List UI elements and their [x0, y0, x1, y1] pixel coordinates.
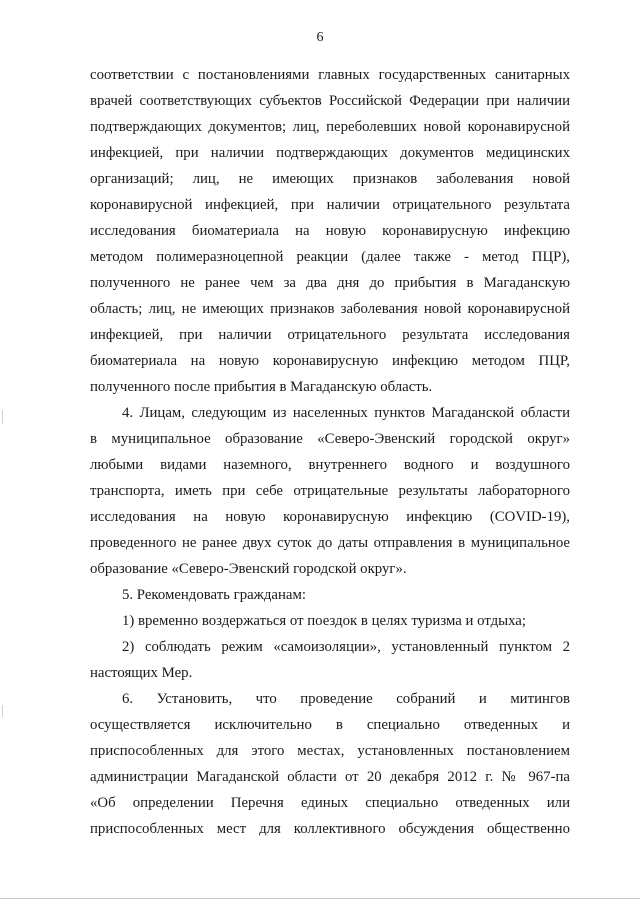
text-line: исследования на новую коронавирусную инфекцию (COVID-19),	[90, 509, 570, 525]
text-line: приспособленных мест для коллективного обсуждения общественно	[90, 821, 570, 837]
text-line: методом полимеразноцепной реакции (далее также - метод ПЦР),	[90, 249, 570, 265]
text-line: область; лиц, не имеющих признаков заболевания новой коронавирусной	[90, 301, 570, 317]
text-line: 2) соблюдать режим «самоизоляции», установленный пунктом 2	[122, 639, 570, 655]
text-line: в муниципальное образование «Северо-Эвенский городской округ»	[90, 431, 570, 447]
paragraph	[90, 62, 570, 400]
text-line: организаций; лиц, не имеющих признаков заболевания новой	[90, 171, 570, 187]
paragraph-item-5	[90, 582, 570, 608]
text-line: «Об определении Перечня единых специально отведенных или	[90, 795, 570, 811]
text-line: инфекцией, при наличии отрицательного результата исследования	[90, 327, 570, 343]
text-line: полученного не ранее чем за два дня до прибытия в Магаданскую	[90, 275, 570, 291]
paragraph-subitem-1	[90, 608, 570, 634]
paragraph-subitem-2	[90, 634, 570, 686]
text-line: коронавирусной инфекцией, при наличии отрицательного результата	[90, 197, 570, 213]
text-line: 6. Установить, что проведение собраний и митингов	[122, 691, 570, 707]
text-line: осуществляется исключительно в специально отведенных и	[90, 717, 570, 733]
text-line: 5. Рекомендовать гражданам:	[122, 587, 306, 603]
scan-artifact	[2, 410, 3, 424]
text-line: врачей соответствующих субъектов Российской Федерации при наличии	[90, 93, 570, 109]
paragraph-item-4	[90, 400, 570, 582]
text-line: 1) временно воздержаться от поездок в целях туризма и отдыха;	[122, 613, 526, 629]
text-line: соответствии с постановлениями главных государственных санитарных	[90, 67, 570, 83]
paragraph-item-6	[90, 686, 570, 842]
scan-artifact	[2, 705, 3, 717]
text-line: 4. Лицам, следующим из населенных пунктов Магаданской области	[122, 405, 570, 421]
text-line: исследования биоматериала на новую коронавирусную инфекцию	[90, 223, 570, 239]
text-line: настоящих Мер.	[90, 665, 193, 681]
document-body	[90, 62, 570, 842]
text-line: любыми видами наземного, внутреннего водного и воздушного	[90, 457, 570, 473]
text-line: транспорта, иметь при себе отрицательные результаты лабораторного	[90, 483, 570, 499]
scan-edge-line	[0, 898, 640, 899]
text-line: проведенного не ранее двух суток до даты отправления в муниципальное	[90, 535, 570, 551]
page-number: 6	[316, 30, 324, 45]
text-line: биоматериала на новую коронавирусную инфекцию методом ПЦР,	[90, 353, 570, 369]
text-line: администрации Магаданской области от 20 декабря 2012 г. № 967-па	[90, 769, 570, 785]
text-line: подтверждающих документов; лиц, переболевших новой коронавирусной	[90, 119, 570, 135]
text-line: приспособленных для этого местах, установленных постановлением	[90, 743, 570, 759]
text-line: образование «Северо-Эвенский городской округ».	[90, 561, 407, 577]
text-line: полученного после прибытия в Магаданскую область.	[90, 379, 433, 395]
text-line: инфекцией, при наличии подтверждающих документов медицинских	[90, 145, 570, 161]
